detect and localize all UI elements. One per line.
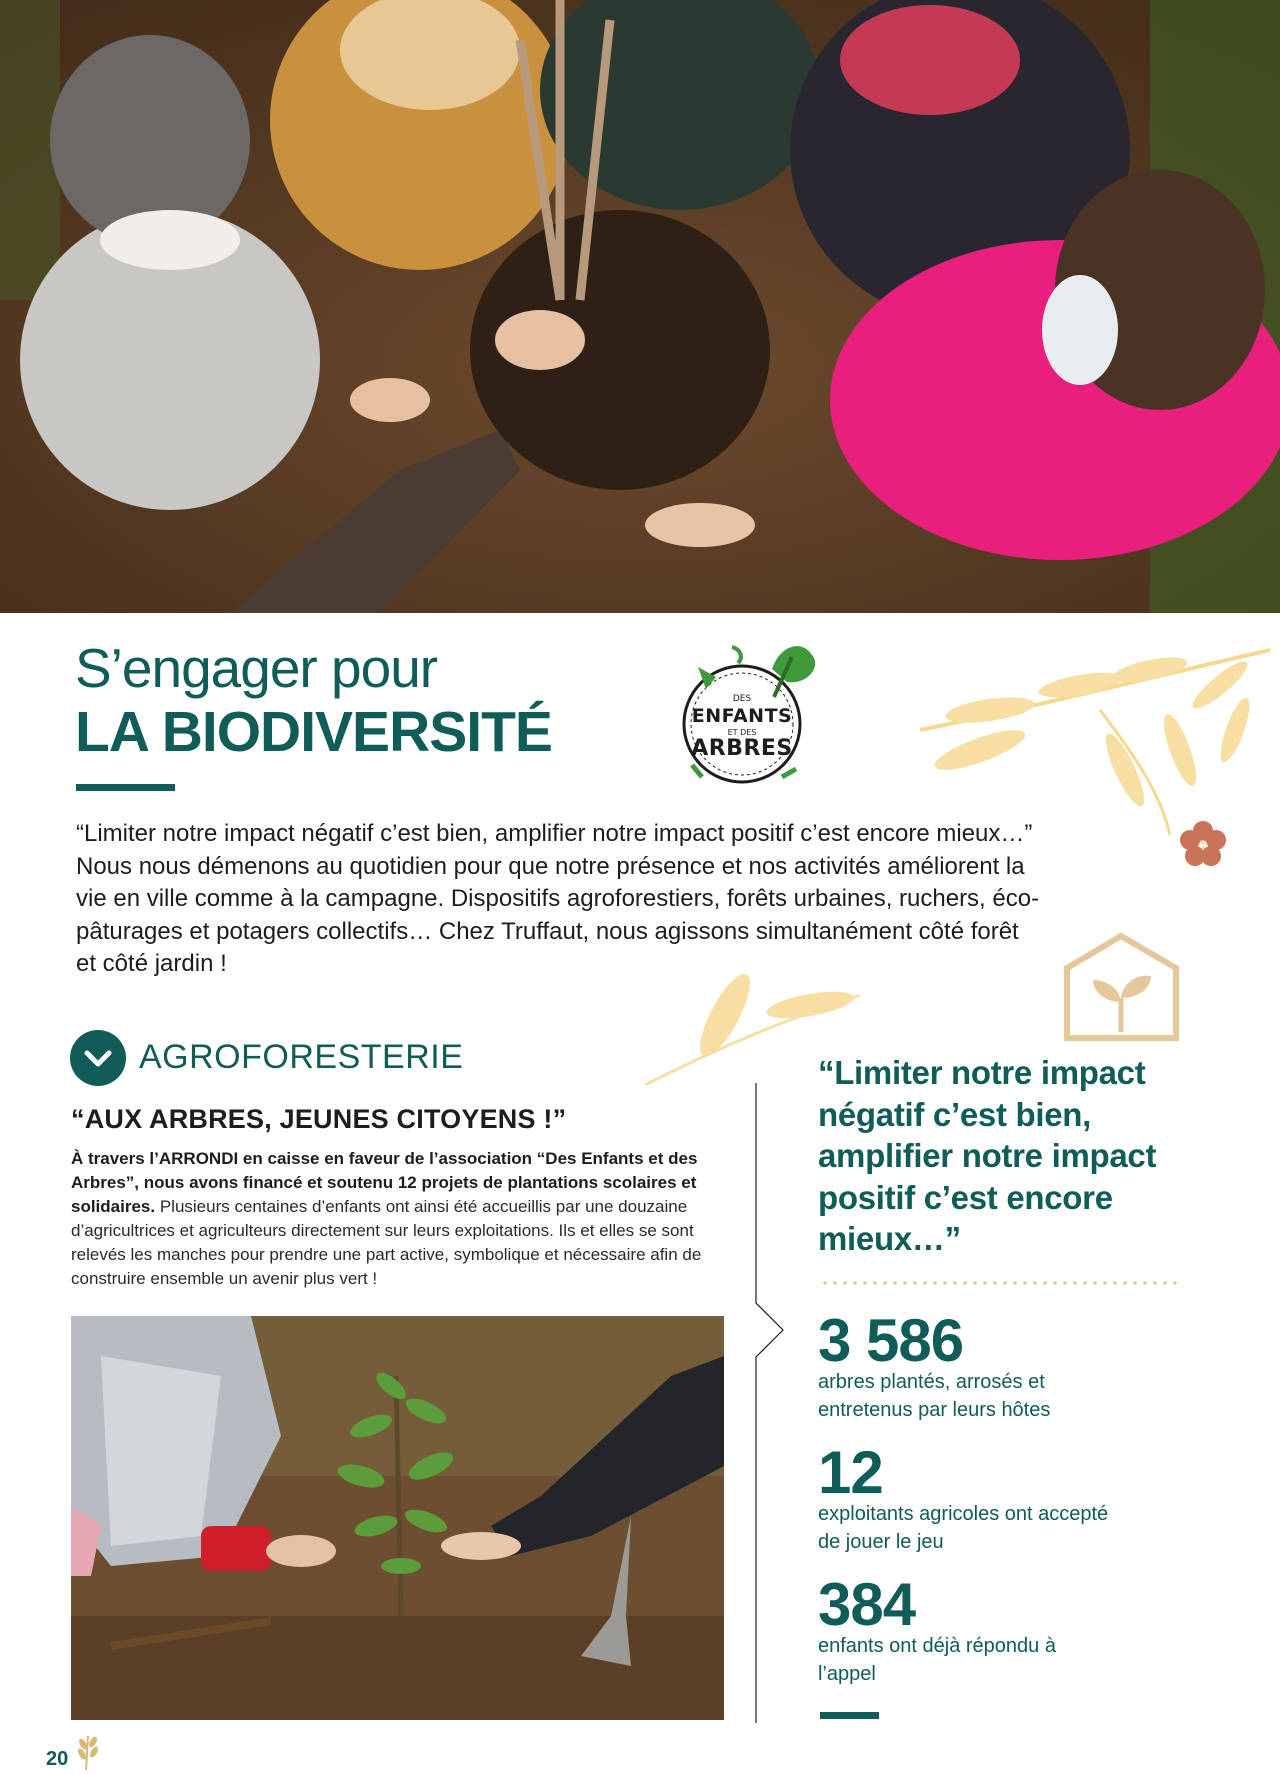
logo-text-enfants: ENFANTS xyxy=(691,705,793,727)
article-lead: À travers l’ARRONDI en caisse en faveur de l’association “Des Enfants et des Arbres”, nous avons financé et soutenu 12 projets de plantations scolaires et solidaires. xyxy=(71,1149,698,1216)
stat-label-children: enfants ont déjà répondu à l’appel xyxy=(818,1635,1056,1685)
page-title-line1: S’engager pour xyxy=(75,637,438,699)
section-label: AGROFORESTERIE xyxy=(139,1038,464,1076)
flower-icon xyxy=(1178,820,1228,870)
page-number: 20 xyxy=(46,1748,69,1770)
hero-photo xyxy=(0,0,1280,613)
column-divider xyxy=(755,1083,795,1723)
wheat-icon xyxy=(72,1732,106,1772)
article-body xyxy=(71,1147,724,1291)
pull-quote: “Limiter notre impact négatif c’est bien, amplifier notre impact positif c’est encore mieux…” xyxy=(818,1054,1157,1257)
stat-label-farmers: exploitants agricoles ont accepté de jouer le jeu xyxy=(818,1503,1109,1553)
chevron-down-icon xyxy=(70,1030,126,1086)
branch-leaves-icon xyxy=(900,640,1280,840)
stat-label-trees: arbres plantés, arrosés et entretenus par leurs hôtes xyxy=(818,1371,1051,1421)
logo-text-arbres: ARBRES xyxy=(691,736,793,761)
article-photo xyxy=(71,1316,724,1720)
logo-text-des: DES xyxy=(732,694,752,704)
greenhouse-sprout-icon xyxy=(1063,932,1180,1042)
article-text: Plusieurs centaines d’enfants ont ainsi été accueillis par une douzaine d’agricultrices et agriculteurs directement sur leurs exploitations. Ils et elles se sont relevés les manches pour prendre une part active, symbolique et nécessaire afin de construire ensemble un avenir plus vert ! xyxy=(71,1197,702,1288)
page-title-line2: LA BIODIVERSITÉ xyxy=(75,700,552,764)
stat-value-children: 384 xyxy=(818,1571,916,1638)
title-underline xyxy=(76,784,175,791)
intro-paragraph: “Limiter notre impact négatif c’est bien, amplifier notre impact positif c’est encore mieux…” Nous nous démenons au quotidien pour que notre présence et nos activités améliorent la vie en ville comme à la campagne. Dispositifs agroforestiers, forêts urbaines, ruchers, éco-pâturages et potagers collectifs… Chez Truffaut, nous agissons simultanément côté forêt et côté jardin ! xyxy=(76,820,1040,977)
article-title: “AUX ARBRES, JEUNES CITOYENS !” xyxy=(71,1104,567,1134)
logo-text-et-des: ET DES xyxy=(727,728,757,737)
association-logo xyxy=(662,627,822,787)
stat-value-farmers: 12 xyxy=(818,1439,883,1506)
stat-value-trees: 3 586 xyxy=(818,1307,964,1374)
closing-rule xyxy=(820,1712,879,1719)
dotted-separator xyxy=(820,1280,1180,1286)
section-marker xyxy=(70,1030,126,1086)
